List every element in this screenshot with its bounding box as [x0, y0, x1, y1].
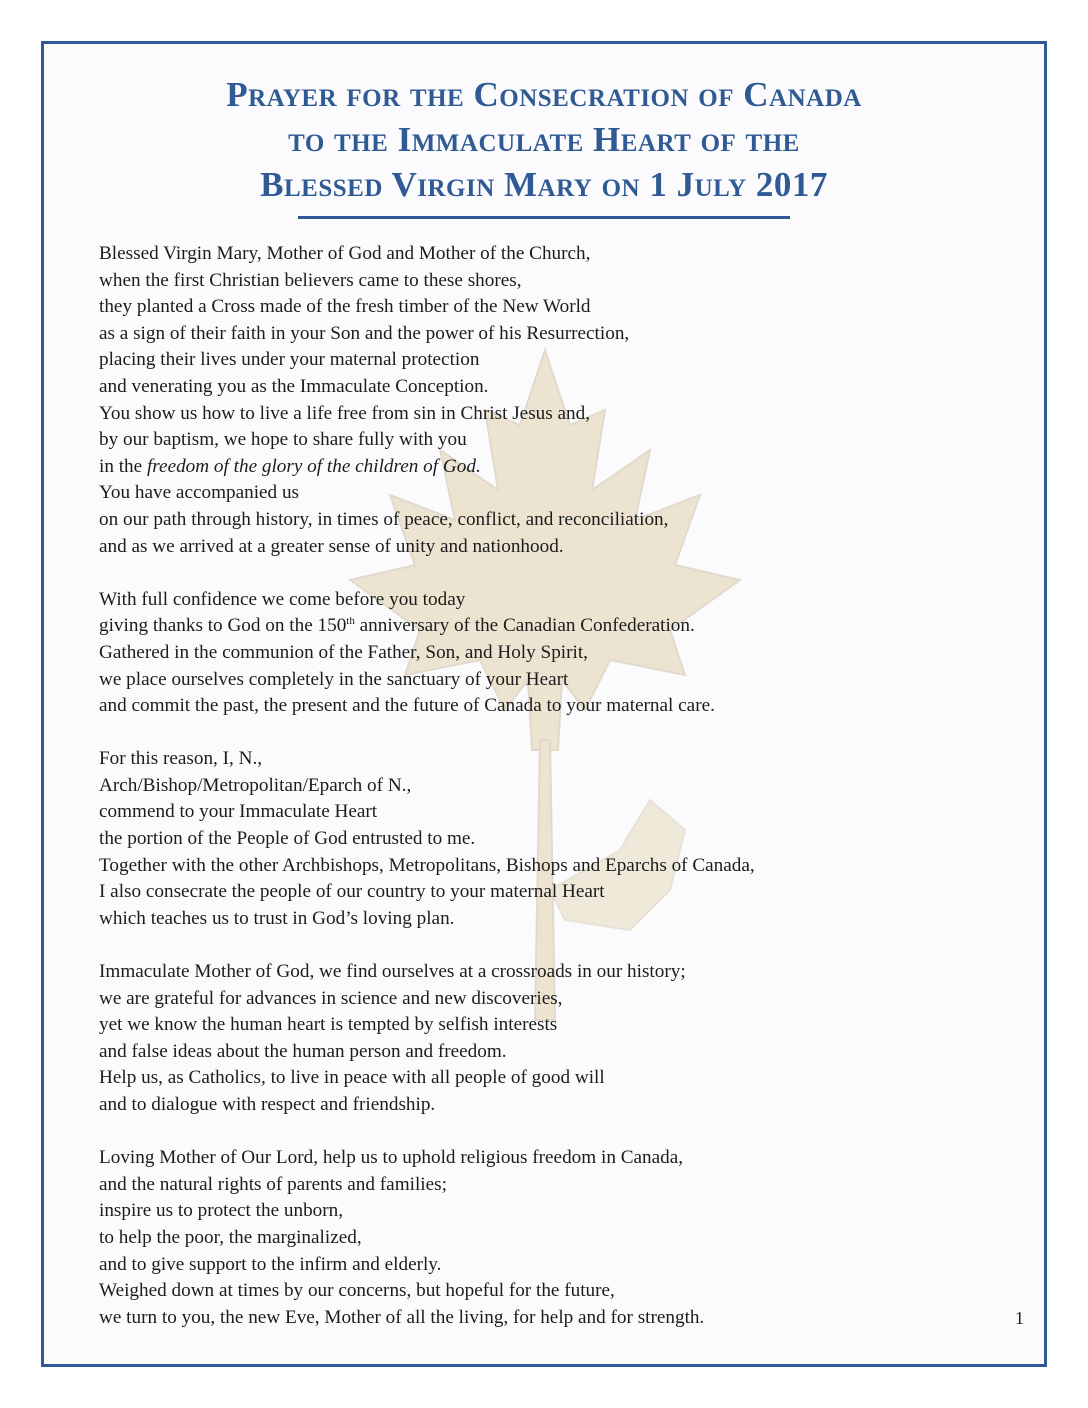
prayer-line: and the natural rights of parents and families; [99, 1173, 447, 1195]
prayer-line: Blessed Virgin Mary, Mother of God and Mother of the Church, [99, 243, 591, 264]
prayer-body [99, 241, 999, 1331]
italic-prefix: in the [99, 455, 147, 477]
page-number: 1 [1015, 1308, 1024, 1328]
prayer-line: I also consecrate the people of our country to your maternal Heart [99, 881, 605, 903]
italic-quote: freedom of the glory of the children of God. [146, 455, 481, 477]
prayer-line: commend to your Immaculate Heart [99, 801, 378, 823]
prayer-line: to help the poor, the marginalized, [99, 1226, 362, 1248]
prayer-line: For this reason, I, N., [99, 748, 263, 770]
prayer-line: Loving Mother of Our Lord, help us to uphold religious freedom in Canada, [99, 1147, 684, 1169]
title-line-2: to the Immaculate Heart of the [288, 120, 800, 159]
prayer-line: and as we arrived at a greater sense of unity and nationhood. [99, 535, 564, 557]
stanza-4 [99, 959, 999, 1119]
anniversary-pre: giving thanks to God on the 150 [99, 615, 347, 637]
prayer-line: we turn to you, the new Eve, Mother of all the living, for help and for strength. [99, 1306, 705, 1328]
prayer-line-anniversary [99, 613, 999, 640]
prayer-line: You show us how to live a life free from sin in Christ Jesus and, [99, 402, 591, 424]
prayer-line: and false ideas about the human person and freedom. [99, 1040, 507, 1062]
prayer-line: With full confidence we come before you today [99, 588, 466, 610]
stanza-1 [99, 241, 999, 560]
anniversary-post: anniversary of the Canadian Confederation. [354, 615, 695, 637]
title-line-3: Blessed Virgin Mary on 1 July 2017 [260, 165, 828, 204]
prayer-line: when the first Christian believers came to these shores, [99, 269, 522, 291]
title-divider [298, 216, 790, 219]
title-line-1: Prayer for the Consecration of Canada [226, 75, 862, 114]
prayer-line: and to give support to the infirm and elderly. [99, 1253, 442, 1275]
prayer-line: by our baptism, we hope to share fully with you [99, 429, 467, 451]
prayer-line: and commit the past, the present and the future of Canada to your maternal care. [99, 695, 715, 717]
prayer-line: Help us, as Catholics, to live in peace with all people of good will [99, 1067, 605, 1089]
document-title [0, 72, 1088, 207]
prayer-line: the portion of the People of God entrusted to me. [99, 828, 476, 850]
prayer-line: as a sign of their faith in your Son and the power of his Resurrection, [99, 322, 630, 344]
prayer-line: Weighed down at times by our concerns, but hopeful for the future, [99, 1280, 615, 1302]
ordinal-suffix: th [346, 615, 355, 628]
prayer-line: which teaches us to trust in God’s loving plan. [99, 907, 455, 929]
prayer-line: Arch/Bishop/Metropolitan/Eparch of N., [99, 774, 412, 796]
stanza-5 [99, 1145, 999, 1331]
prayer-line: and venerating you as the Immaculate Conception. [99, 375, 489, 397]
prayer-line-italic [99, 454, 999, 481]
stanza-3 [99, 746, 999, 932]
prayer-line: inspire us to protect the unborn, [99, 1200, 344, 1222]
prayer-line: on our path through history, in times of peace, conflict, and reconciliation, [99, 508, 669, 530]
prayer-line: we place ourselves completely in the sanctuary of your Heart [99, 668, 569, 690]
prayer-line: placing their lives under your maternal protection [99, 349, 480, 371]
prayer-line: Together with the other Archbishops, Metropolitans, Bishops and Eparchs of Canada, [99, 854, 755, 876]
prayer-line: yet we know the human heart is tempted by selfish interests [99, 1014, 558, 1036]
prayer-line: Immaculate Mother of God, we find ourselves at a crossroads in our history; [99, 961, 686, 983]
prayer-line: and to dialogue with respect and friendship. [99, 1094, 436, 1115]
prayer-line: they planted a Cross made of the fresh timber of the New World [99, 296, 591, 318]
prayer-line: Gathered in the communion of the Father, Son, and Holy Spirit, [99, 641, 588, 663]
stanza-2 [99, 587, 999, 720]
prayer-line: You have accompanied us [99, 482, 300, 504]
prayer-line: we are grateful for advances in science and new discoveries, [99, 987, 563, 1009]
